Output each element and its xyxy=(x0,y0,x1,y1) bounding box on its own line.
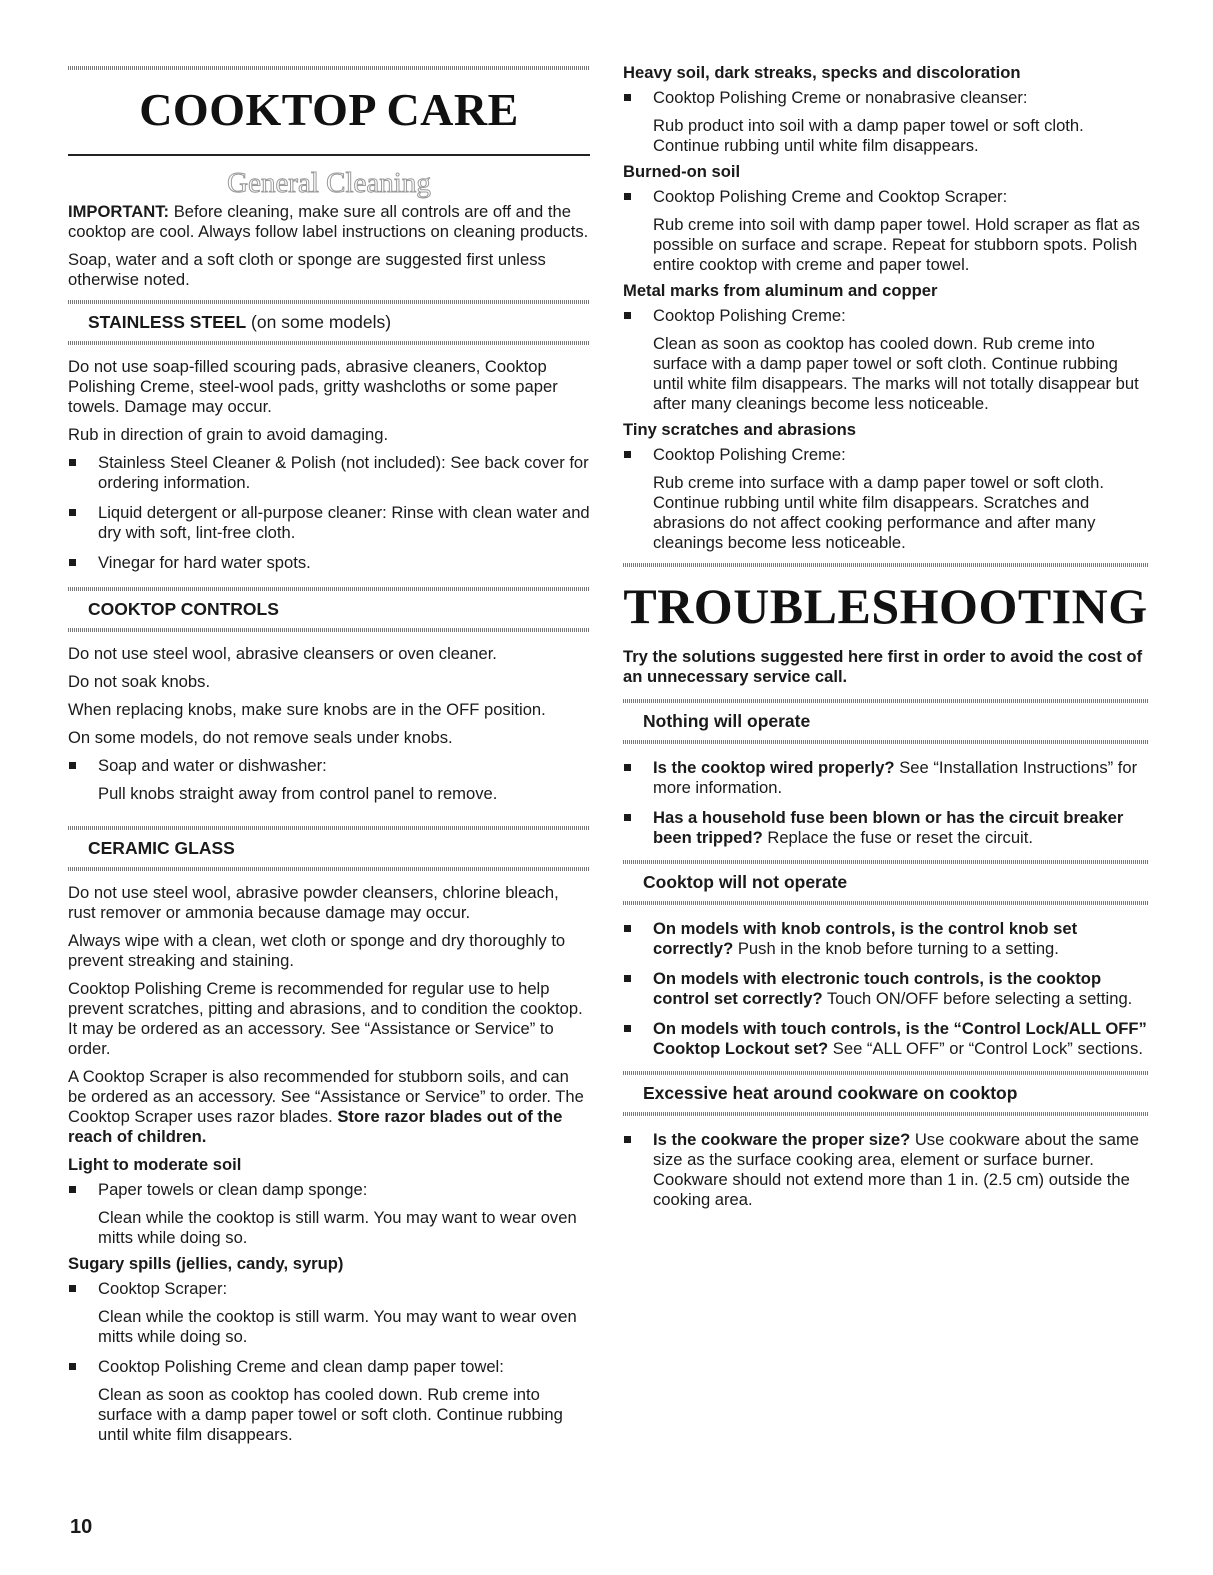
metal-list xyxy=(623,306,1148,326)
troubleshooting-title: TROUBLESHOOTING xyxy=(623,578,1148,634)
divider xyxy=(68,826,590,830)
stainless-p2: Rub in direction of grain to avoid damaging. xyxy=(68,425,389,444)
answer-text: Replace the fuse or reset the circuit. xyxy=(762,828,1033,847)
page-title: COOKTOP CARE xyxy=(139,84,519,135)
tiny-list xyxy=(623,445,1148,465)
list-item xyxy=(623,445,1148,465)
sugary-list-2 xyxy=(68,1357,590,1377)
bullet-icon xyxy=(624,193,631,200)
bullet-icon xyxy=(624,1025,631,1032)
divider xyxy=(623,901,1148,905)
soap-note: Soap, water and a soft cloth or sponge are suggested first unless otherwise noted. xyxy=(68,250,546,289)
heavy-soil-list xyxy=(623,88,1148,108)
list-item-text: Cooktop Polishing Creme: xyxy=(653,306,846,325)
troubleshooting-intro: Try the solutions suggested here first in order to avoid the cost of an unnecessary service call. xyxy=(623,647,1143,686)
burned-list xyxy=(623,187,1148,207)
heavy-soil-heading: Heavy soil, dark streaks, specks and discoloration xyxy=(623,63,1021,82)
ceramic-p1: Do not use steel wool, abrasive powder cleansers, chlorine bleach, rust remover or ammonia because damage may occur. xyxy=(68,883,559,922)
bullet-icon xyxy=(69,1186,76,1193)
stainless-heading-text: STAINLESS STEEL xyxy=(88,312,247,332)
sugary-heading: Sugary spills (jellies, candy, syrup) xyxy=(68,1254,344,1273)
nothing-heading: Nothing will operate xyxy=(643,711,811,731)
controls-p3: When replacing knobs, make sure knobs are in the OFF position. xyxy=(68,700,546,719)
answer-text: Touch ON/OFF before selecting a setting. xyxy=(822,989,1133,1008)
cooktop-heading: Cooktop will not operate xyxy=(643,872,848,892)
divider xyxy=(623,740,1148,744)
bullet-icon xyxy=(624,94,631,101)
ceramic-p4 xyxy=(68,1067,590,1147)
bullet-icon xyxy=(624,814,631,821)
burned-heading: Burned-on soil xyxy=(623,162,741,181)
question-text: On models with knob controls, is the control knob set correctly? xyxy=(653,919,1078,958)
list-item xyxy=(623,1130,1148,1210)
page-number: 10 xyxy=(70,1516,93,1538)
divider xyxy=(68,628,590,632)
nothing-list xyxy=(623,758,1148,848)
controls-p1: Do not use steel wool, abrasive cleansers or oven cleaner. xyxy=(68,644,497,663)
list-item xyxy=(623,808,1148,848)
answer-text: Use cookware about the same size as the surface cooking area, element or surface burner. Cookware should not extend more than 1 in. (2.5 cm) outside the cooking area. xyxy=(653,1130,1140,1209)
list-item xyxy=(68,503,590,543)
divider xyxy=(68,66,590,70)
list-item xyxy=(623,1019,1148,1059)
list-item xyxy=(623,88,1148,108)
title-rule xyxy=(68,154,590,156)
bullet-icon xyxy=(69,559,76,566)
tiny-heading: Tiny scratches and abrasions xyxy=(623,420,857,439)
question-text: On models with electronic touch controls, is the cooktop control set correctly? xyxy=(653,969,1102,1008)
important-label: IMPORTANT: xyxy=(68,202,170,221)
tiny-detail: Rub creme into surface with a damp paper towel or soft cloth. Continue rubbing until white film disappears. Scratches and abrasions do not affect cooking performance and after many cleanings become less noticeable. xyxy=(653,473,1105,552)
list-item-text: Soap and water or dishwasher: xyxy=(98,756,327,775)
controls-p2: Do not soak knobs. xyxy=(68,672,211,691)
answer-text: Push in the knob before turning to a setting. xyxy=(733,939,1059,958)
list-item xyxy=(68,756,590,776)
excessive-list xyxy=(623,1130,1148,1210)
bullet-icon xyxy=(69,509,76,516)
list-item xyxy=(68,453,590,493)
divider xyxy=(623,699,1148,703)
divider xyxy=(623,1071,1148,1075)
bullet-icon xyxy=(624,975,631,982)
cooktop-list xyxy=(623,919,1148,1059)
sugary-list xyxy=(68,1279,590,1299)
divider xyxy=(623,860,1148,864)
question-text: Has a household fuse been blown or has the circuit breaker been tripped? xyxy=(653,808,1124,847)
divider xyxy=(68,300,590,304)
light-soil-list xyxy=(68,1180,590,1200)
stainless-heading-suffix: (on some models) xyxy=(246,312,392,332)
list-item-text: Cooktop Scraper: xyxy=(98,1279,228,1298)
list-item xyxy=(68,1180,590,1200)
list-item-text: Vinegar for hard water spots. xyxy=(98,553,311,572)
question-text: Is the cookware the proper size? xyxy=(653,1130,911,1149)
bullet-icon xyxy=(624,925,631,932)
heavy-soil-detail: Rub product into soil with a damp paper towel or soft cloth. Continue rubbing until white film disappears. xyxy=(653,116,1084,155)
question-text: Is the cooktop wired properly? xyxy=(653,758,895,777)
excessive-heading: Excessive heat around cookware on cooktop xyxy=(643,1083,1018,1103)
sugary-detail-2: Clean as soon as cooktop has cooled down. Rub creme into surface with a damp paper towel or soft cloth. Continue rubbing until white film disappears. xyxy=(98,1385,563,1444)
controls-heading: COOKTOP CONTROLS xyxy=(88,599,279,619)
divider xyxy=(623,563,1148,567)
list-item xyxy=(623,306,1148,326)
bullet-icon xyxy=(624,764,631,771)
divider xyxy=(68,587,590,591)
divider xyxy=(68,341,590,345)
metal-heading: Metal marks from aluminum and copper xyxy=(623,281,938,300)
bullet-icon xyxy=(69,1285,76,1292)
ceramic-p2: Always wipe with a clean, wet cloth or sponge and dry thoroughly to prevent streaking and staining. xyxy=(68,931,566,970)
controls-list xyxy=(68,756,590,776)
stainless-p1: Do not use soap-filled scouring pads, abrasive cleaners, Cooktop Polishing Creme, steel-wool pads, gritty washcloths or some paper towels. Damage may occur. xyxy=(68,357,558,416)
question-text: On models with touch controls, is the “Control Lock/ALL OFF” Cooktop Lockout set? xyxy=(653,1019,1147,1058)
controls-p4: On some models, do not remove seals under knobs. xyxy=(68,728,453,747)
burned-detail: Rub creme into soil with damp paper towel. Hold scraper as flat as possible on surface and scrape. Repeat for stubborn spots. Polish entire cooktop with creme and paper towel. xyxy=(653,215,1140,274)
bullet-icon xyxy=(69,459,76,466)
bullet-icon xyxy=(69,1363,76,1370)
ceramic-p4-text: A Cooktop Scraper is also recommended for stubborn soils, and can be ordered as an accessory. See “Assistance or Service” to order. The Cooktop Scraper uses razor blades. xyxy=(68,1067,584,1126)
list-item xyxy=(623,969,1148,1009)
list-item-text: Cooktop Polishing Creme or nonabrasive cleanser: xyxy=(653,88,1028,107)
razor-warning: Store razor blades out of the reach of children. xyxy=(68,1107,563,1146)
list-item xyxy=(623,919,1148,959)
right-column xyxy=(623,0,1148,1220)
metal-detail: Clean as soon as cooktop has cooled down. Rub creme into surface with a damp paper towel or soft cloth. Continue rubbing until white film disappears. The marks will not totally disappear but after many cleanings become less noticeable. xyxy=(653,334,1139,413)
light-soil-heading: Light to moderate soil xyxy=(68,1155,242,1174)
list-item xyxy=(623,758,1148,798)
important-note xyxy=(68,202,590,242)
divider xyxy=(68,867,590,871)
list-item xyxy=(623,187,1148,207)
bullet-icon xyxy=(624,312,631,319)
left-column xyxy=(68,0,590,1451)
list-item-text: Cooktop Polishing Creme: xyxy=(653,445,846,464)
list-item xyxy=(68,553,590,573)
list-item-text: Stainless Steel Cleaner & Polish (not included): See back cover for ordering information. xyxy=(98,453,589,492)
bullet-icon xyxy=(69,762,76,769)
bullet-icon xyxy=(624,451,631,458)
list-item-text: Cooktop Polishing Creme and clean damp paper towel: xyxy=(98,1357,504,1376)
important-text: Before cleaning, make sure all controls are off and the cooktop are cool. Always follow label instructions on cleaning products. xyxy=(68,202,589,241)
divider xyxy=(623,1112,1148,1116)
answer-text: See “Installation Instructions” for more information. xyxy=(653,758,1138,797)
list-item xyxy=(68,1357,590,1377)
list-item-text: Paper towels or clean damp sponge: xyxy=(98,1180,368,1199)
section-subtitle: General Cleaning xyxy=(227,167,431,199)
list-item xyxy=(68,1279,590,1299)
bullet-icon xyxy=(624,1136,631,1143)
stainless-heading xyxy=(68,311,590,333)
ceramic-p3: Cooktop Polishing Creme is recommended for regular use to help prevent scratches, pitting and abrasions, and to condition the cooktop. It may be ordered as an accessory. See “Assistance or Service” to order. xyxy=(68,979,583,1058)
stainless-list xyxy=(68,453,590,573)
answer-text: See “ALL OFF” or “Control Lock” sections. xyxy=(828,1039,1143,1058)
sugary-detail-1: Clean while the cooktop is still warm. You may want to wear oven mitts while doing so. xyxy=(98,1307,577,1346)
controls-detail: Pull knobs straight away from control panel to remove. xyxy=(98,784,498,803)
light-soil-detail: Clean while the cooktop is still warm. You may want to wear oven mitts while doing so. xyxy=(98,1208,577,1247)
list-item-text: Cooktop Polishing Creme and Cooktop Scraper: xyxy=(653,187,1008,206)
list-item-text: Liquid detergent or all-purpose cleaner: Rinse with clean water and dry with soft, lint-free cloth. xyxy=(98,503,590,542)
ceramic-heading: CERAMIC GLASS xyxy=(88,838,235,858)
